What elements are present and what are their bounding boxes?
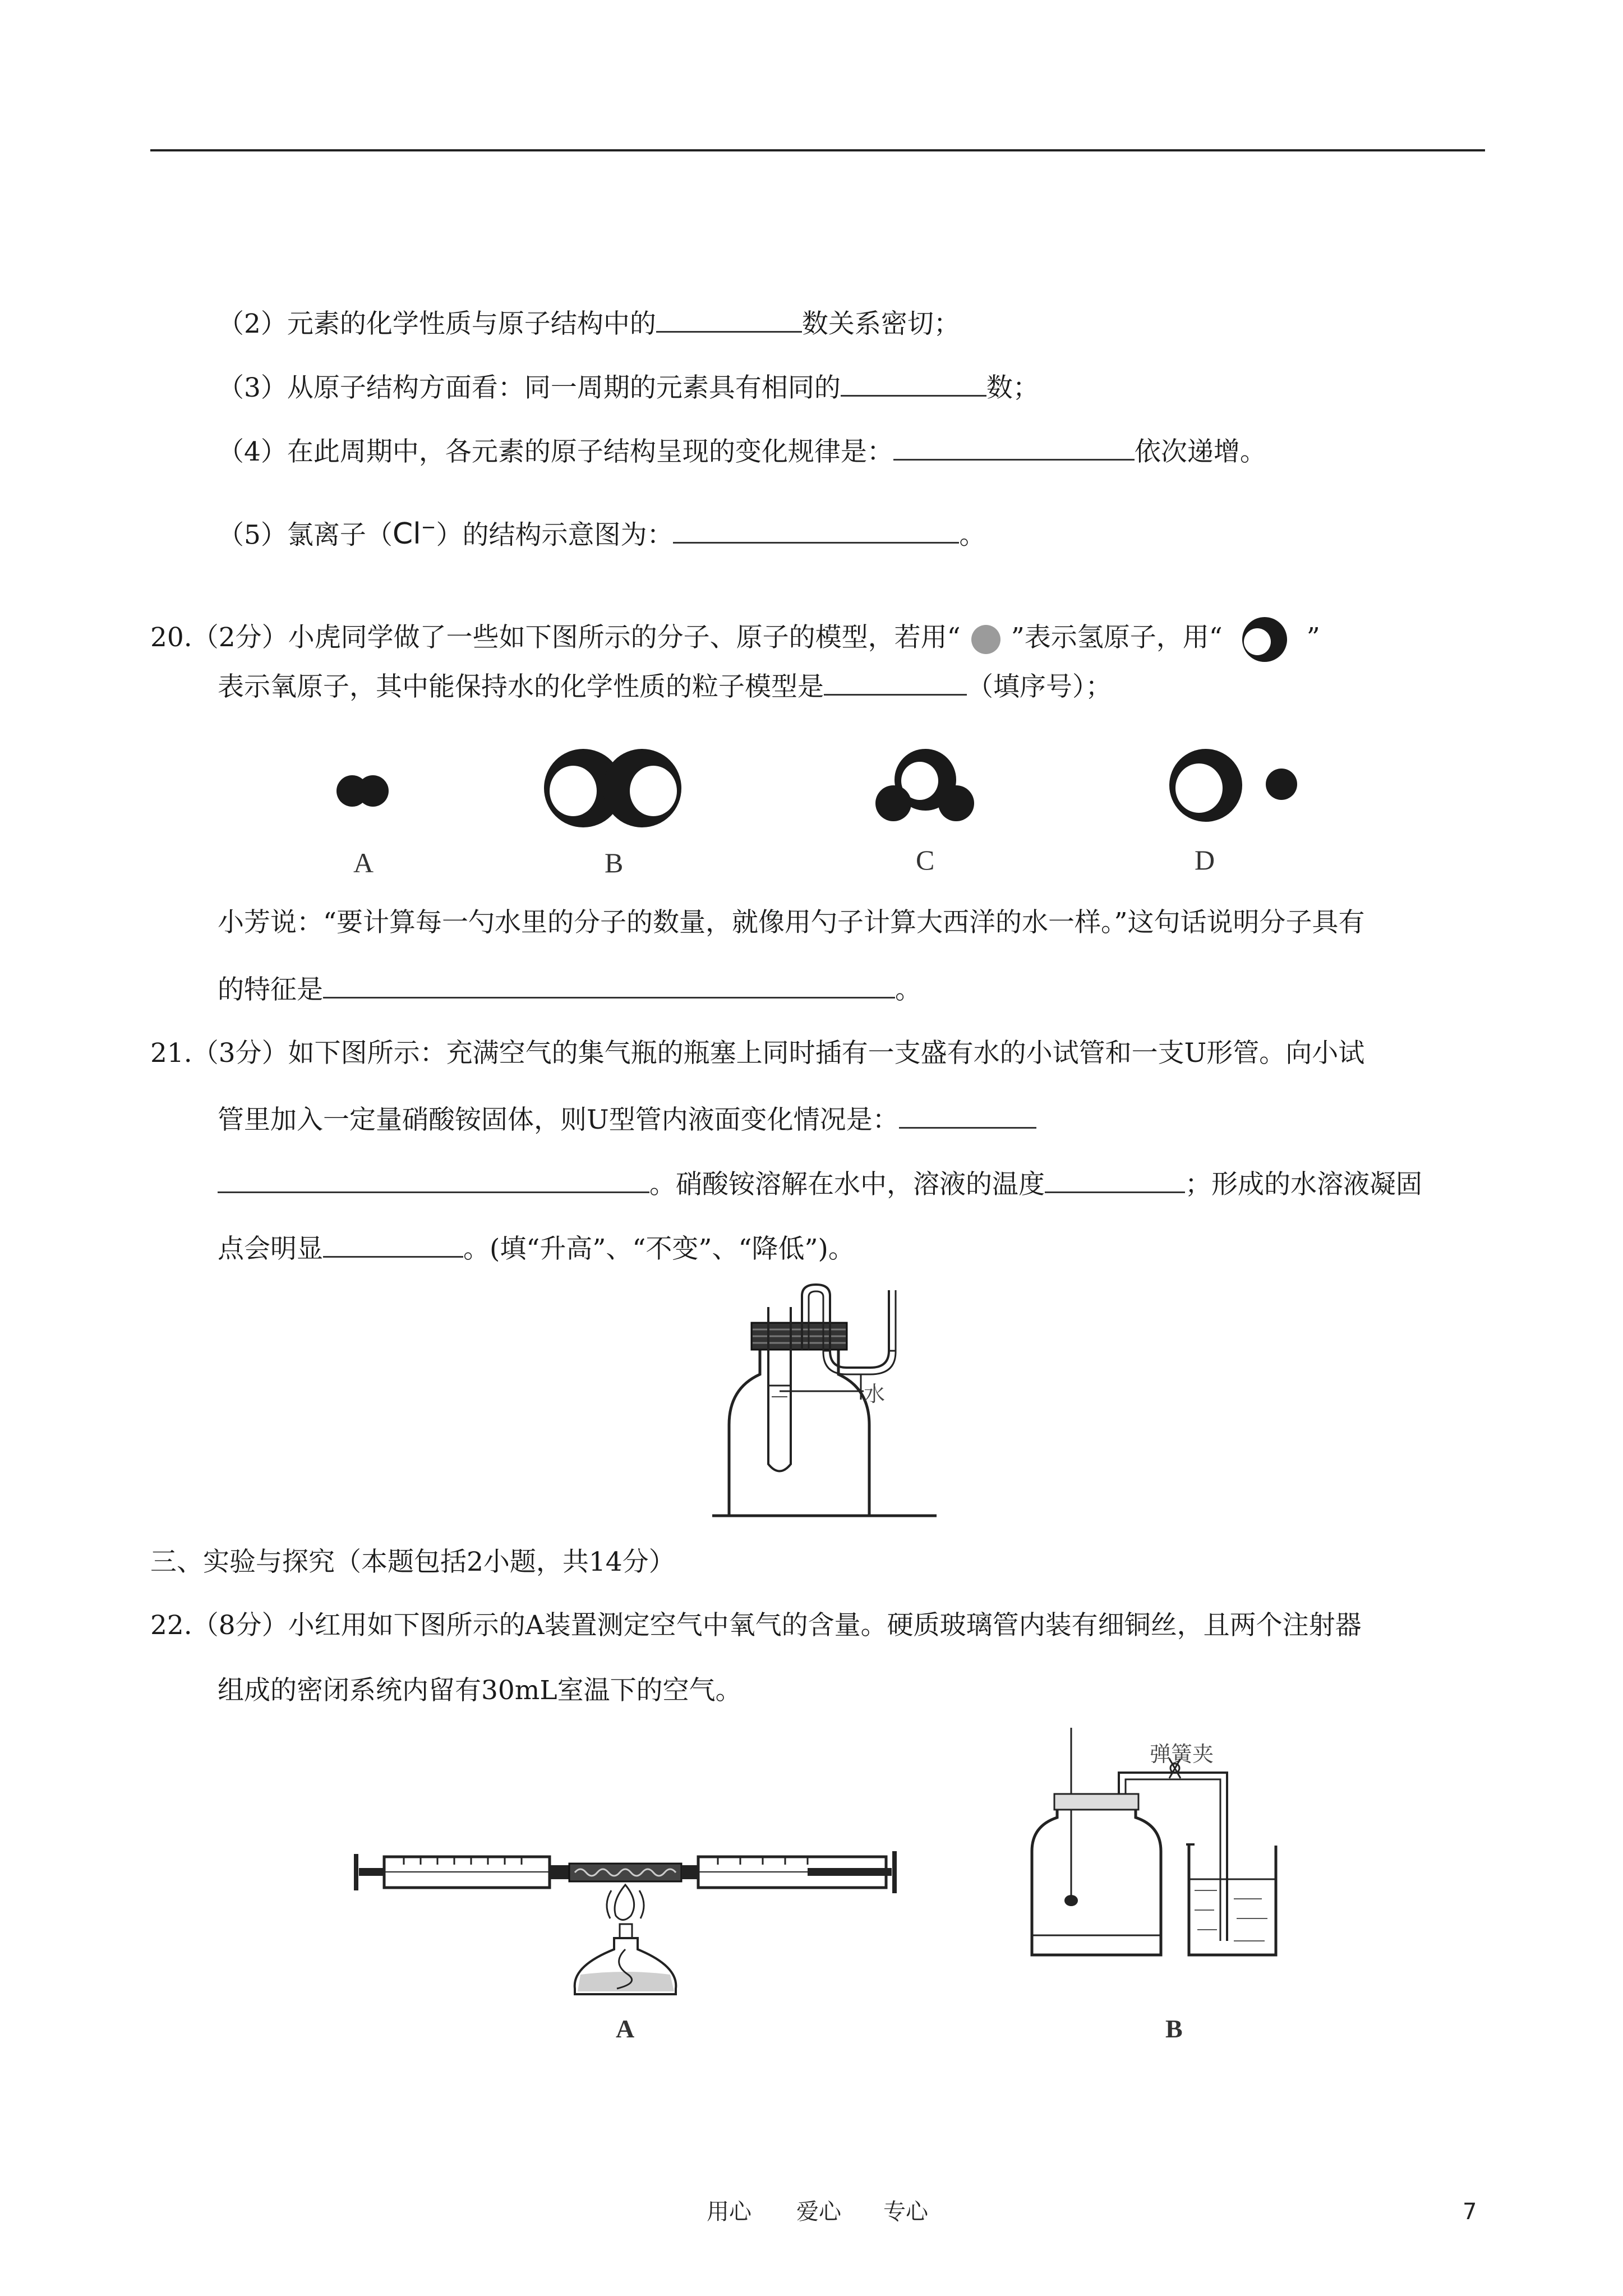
gas-bottle-figure [707, 1285, 942, 1526]
q22-line1: 22.（8分）小红用如下图所示的A装置测定空气中氧气的含量。硬质玻璃管内装有细铜丝，且两个注射器 [150, 1610, 1362, 1641]
answer-blank[interactable] [893, 434, 1135, 461]
model-d [1169, 749, 1297, 876]
q19-part4: （4）在此周期中，各元素的原子结构呈现的变化规律是： 依次递增。 [218, 434, 1266, 469]
answer-blank[interactable] [673, 517, 959, 544]
answer-blank[interactable] [218, 1167, 649, 1193]
figure-a-label: A [616, 2014, 635, 2043]
footer-item: 专心 [883, 2199, 928, 2225]
q19-part5: （5）氯离子（Cl−）的结构示意图为： 。 [218, 517, 986, 551]
apparatus-b-figure [1026, 1728, 1430, 2053]
q21-line2: 管里加入一定量硝酸铵固体，则U型管内液面变化情况是： [218, 1102, 1036, 1137]
option-d-label: D [1195, 844, 1215, 876]
q22-line2: 组成的密闭系统内留有30mL室温下的空气。 [218, 1675, 742, 1706]
section3-heading: 三、实验与探究（本题包括2小题，共14分） [150, 1547, 675, 1577]
q20-line4: 的特征是 。 [218, 972, 921, 1007]
answer-blank[interactable] [1045, 1167, 1185, 1193]
hydrogen-atom-icon [961, 623, 1011, 656]
footer-item: 用心 [707, 2199, 751, 2225]
spring-clip-label: 弹簧夹 [1150, 1742, 1214, 1766]
molecule-models-figure [314, 740, 1324, 886]
option-b-label: B [605, 847, 624, 878]
model-b [544, 749, 681, 878]
q21-line1: 21.（3分）如下图所示：充满空气的集气瓶的瓶塞上同时插有一支盛有水的小试管和一支U形管。向小试 [150, 1038, 1365, 1069]
q21-line3: 。硝酸铵溶解在水中，溶液的温度 ；形成的水溶液凝固 [218, 1167, 1422, 1202]
answer-blank[interactable] [323, 1231, 463, 1258]
answer-blank[interactable] [323, 972, 895, 999]
header-rule [150, 149, 1485, 151]
q20-line1: 20.（2分）小虎同学做了一些如下图所示的分子、原子的模型，若用“ ”表示氢原子，用“ ” [150, 617, 1320, 662]
oxygen-atom-icon [1223, 617, 1307, 662]
model-a [336, 775, 389, 878]
answer-blank[interactable] [841, 370, 986, 397]
q19-part2: （2）元素的化学性质与原子结构中的 数关系密切； [218, 306, 960, 341]
model-c [875, 749, 974, 876]
footer-item: 爱心 [796, 2199, 841, 2225]
q19-part3: （3）从原子结构方面看：同一周期的元素具有相同的 数； [218, 370, 1039, 405]
q20-line2: 表示氧原子，其中能保持水的化学性质的粒子模型是 （填序号）； [218, 669, 1112, 704]
option-c-label: C [916, 844, 935, 876]
answer-blank[interactable] [824, 669, 967, 696]
page-number: 7 [1463, 2199, 1477, 2225]
q21-line4: 点会明显 。(填“升高”、“不变”、“降低”)。 [218, 1231, 855, 1266]
q20-line3: 小芳说：“要计算每一勺水里的分子的数量，就像用勺子计算大西洋的水一样。”这句话说明分子具有 [218, 907, 1365, 938]
answer-blank[interactable] [899, 1102, 1036, 1129]
answer-blank[interactable] [656, 306, 802, 333]
water-label: 水 [864, 1382, 886, 1406]
apparatus-a-figure [348, 1840, 942, 2053]
option-a-label: A [353, 847, 374, 878]
chloride-ion-symbol: Cl− [392, 517, 436, 551]
figure-b-label: B [1165, 2014, 1183, 2043]
